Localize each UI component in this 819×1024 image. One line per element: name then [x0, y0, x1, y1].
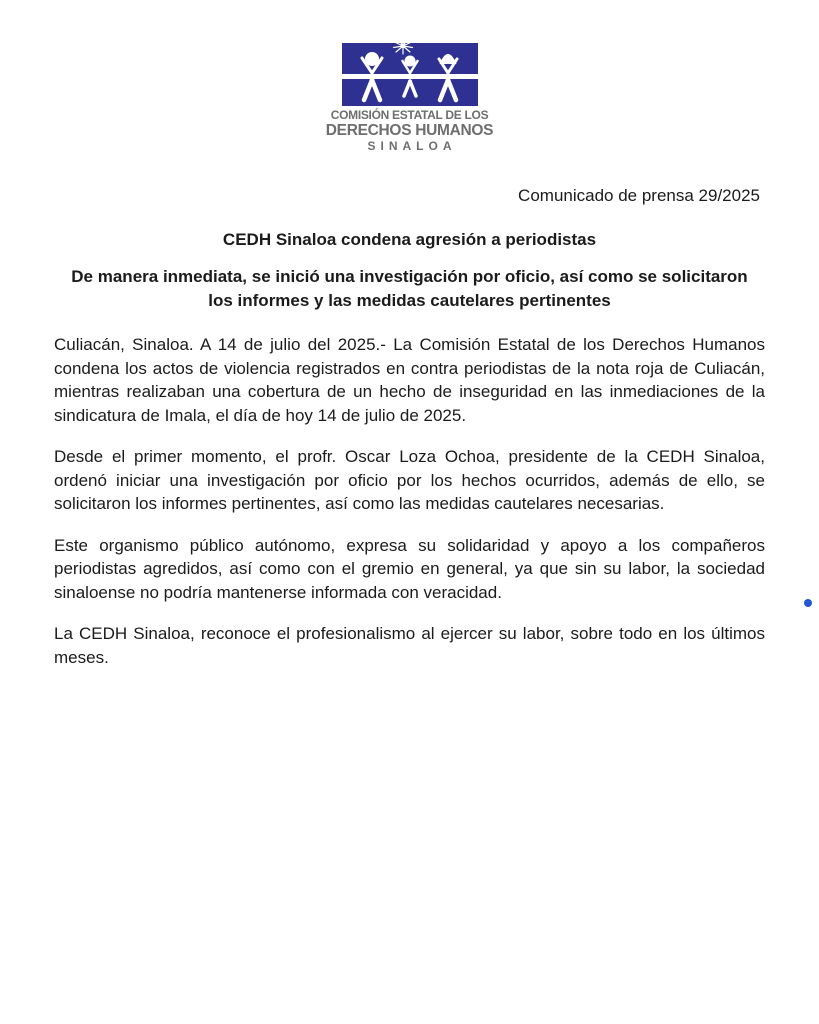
accent-dot — [804, 599, 812, 607]
logo-caption-line1: COMISIÓN ESTATAL DE LOS — [330, 108, 489, 122]
logo-header — [0, 0, 819, 153]
cedh-logo-icon — [342, 36, 478, 106]
logo-caption-line3: SINALOA — [367, 139, 457, 153]
press-title: CEDH Sinaloa condena agresión a periodistas — [222, 229, 597, 249]
body-paragraph-4: La CEDH Sinaloa, reconoce el profesionalismo al ejercer su labor, sobre todo en los últimos meses. — [54, 624, 765, 667]
release-number: Comunicado de prensa 29/2025 — [518, 186, 760, 205]
logo-stripe — [342, 74, 478, 79]
press-body — [54, 333, 765, 669]
logo-caption-line2: DERECHOS HUMANOS — [325, 122, 494, 139]
body-paragraph-3: Este organismo público autónomo, expresa su solidaridad y apoyo a los compañeros periodistas agredidos, así como con el gremio en general, ya que sin su labor, la sociedad sinaloense no podría mantenerse informada con veracidad. — [54, 535, 765, 602]
body-paragraph-2: Desde el primer momento, el profr. Oscar Loza Ochoa, presidente de la CEDH Sinaloa, ordenó iniciar una investigación por oficio por los hechos ocurridos, además de ello, se solicitaron los informes pertinentes, así como las medidas cautelares necesarias. — [54, 447, 765, 513]
body-paragraph-1: Culiacán, Sinaloa. A 14 de julio del 2025.- La Comisión Estatal de los Derechos Humanos condena los actos de violencia registrados en contra periodistas de la nota roja de Culiacán, mientras realizaban una cobertura de un hecho de inseguridad en las inmediaciones de la sindicatura de Imala, el día de hoy 14 de julio de 2025. — [54, 335, 765, 425]
press-subtitle: De manera inmediata, se inició una investigación por oficio, así como se solicitaron los informes y las medidas cautelares pertinentes — [71, 267, 748, 310]
